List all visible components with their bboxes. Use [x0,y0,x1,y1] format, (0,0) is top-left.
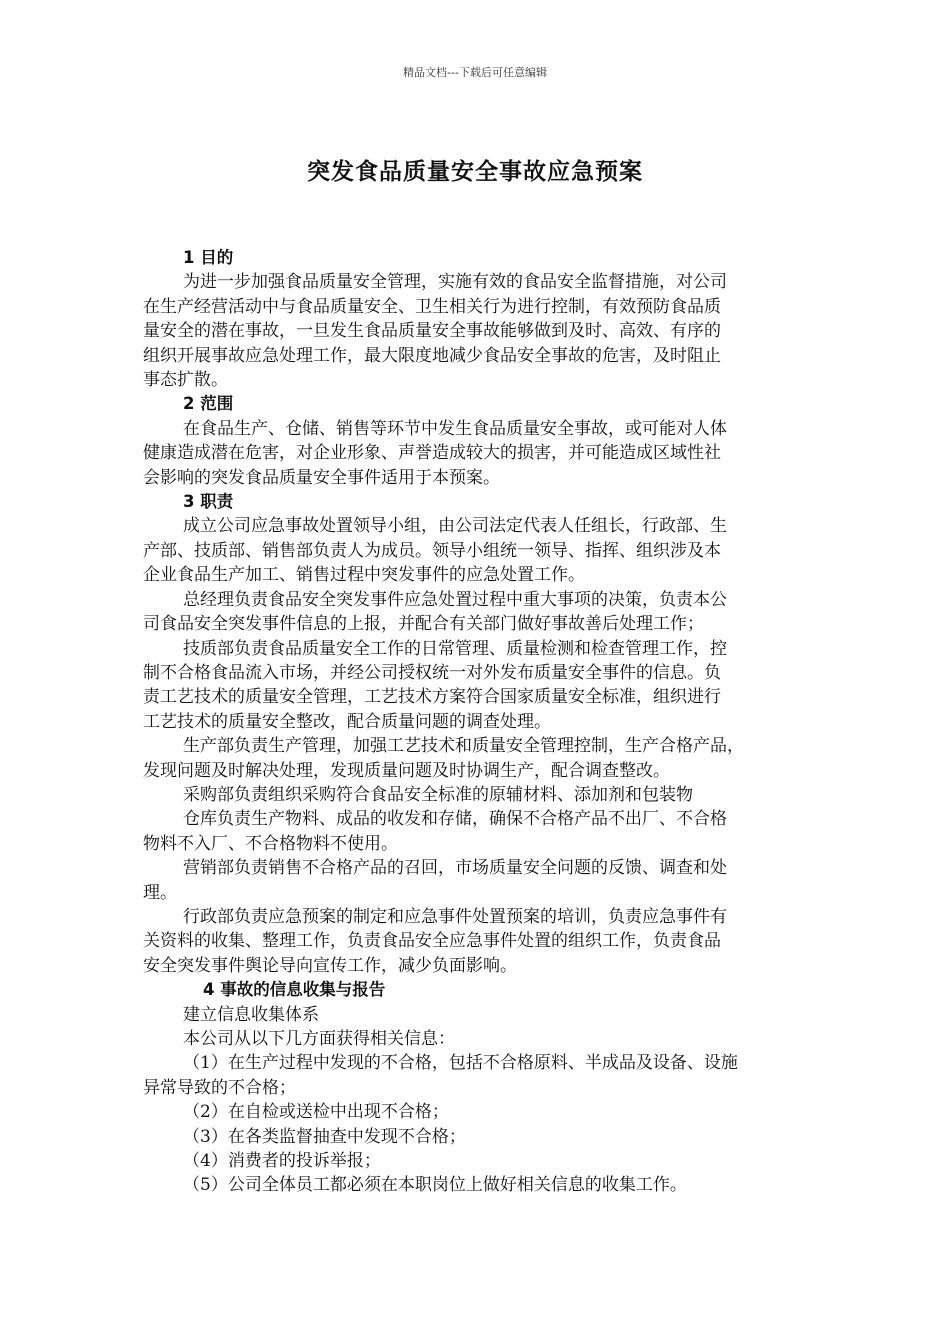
document-title: 突发食品质量安全事故应急预案 [307,159,643,185]
body-text-line: 生产部负责生产管理，加强工艺技术和质量安全管理控制，生产合格产品， [183,736,744,757]
body-text-line: （3）在各类监督抽查中发现不合格； [183,1126,466,1147]
body-text-line: （4）消费者的投诉举报； [183,1151,381,1172]
body-text-line: 采购部负责组织采购符合食品安全标准的原辅材料、添加剂和包装物 [183,784,693,805]
body-text-line: 技质部负责食品质量安全工作的日常管理、质量检测和检查管理工作，控 [183,638,727,659]
body-text-line: 成立公司应急事故处置领导小组，由公司法定代表人任组长，行政部、生 [183,516,727,537]
body-text-line: 仓库负责生产物料、成品的收发和存储，确保不合格产品不出厂、不合格 [183,809,727,830]
body-text-line: 营销部负责销售不合格产品的召回，市场质量安全问题的反馈、调查和处 [183,858,727,879]
body-text-line: 产部、技质部、销售部负责人为成员。领导小组统一领导、指挥、组织涉及本 [143,540,721,561]
section-heading: 4 事故的信息收集与报告 [203,980,386,1000]
body-text-line: 工艺技术的质量安全整改，配合质量问题的调查处理。 [143,711,551,732]
body-text-line: 会影响的突发食品质量安全事件适用于本预案。 [143,467,500,488]
body-text-line: 事态扩散。 [143,370,228,391]
body-text-line: 司食品安全突发事件信息的上报，并配合有关部门做好事故善后处理工作； [143,614,704,635]
body-text-line: 建立信息收集体系 [183,1004,319,1025]
body-text-line: 发现问题及时解决处理，发现质量问题及时协调生产，配合调查整改。 [143,760,670,781]
body-text-line: 量安全的潜在事故，一旦发生食品质量安全事故能够做到及时、高效、有序的 [143,321,721,342]
body-text-line: 在食品生产、仓储、销售等环节中发生食品质量安全事故，或可能对人体 [183,418,727,439]
body-text-line: （2）在自检或送检中出现不合格； [183,1102,449,1123]
body-text-line: 企业食品生产加工、销售过程中突发事件的应急处置工作。 [143,565,585,586]
section-heading: 3 职责 [183,492,234,512]
body-text-line: 在生产经营活动中与食品质量安全、卫生相关行为进行控制，有效预防食品质 [143,296,721,317]
body-text-line: 总经理负责食品安全突发事件应急处置过程中重大事项的决策，负责本公 [183,589,727,610]
body-text-line: 本公司从以下几方面获得相关信息： [183,1029,455,1049]
body-text-line: 理。 [143,882,177,903]
body-text-line: 责工艺技术的质量安全管理，工艺技术方案符合国家质量安全标准，组织进行 [143,687,721,708]
body-text-line: 制不合格食品流入市场，并经公司授权统一对外发布质量安全事件的信息。负 [143,662,721,683]
document-body [143,246,807,1198]
body-text-line: 异常导致的不合格； [143,1077,296,1098]
body-text-line: 健康造成潜在危害，对企业形象、声誉造成较大的损害，并可能造成区域性社 [143,443,721,464]
section-heading: 2 范围 [183,394,234,414]
body-text-line: （5）公司全体员工都必须在本职岗位上做好相关信息的收集工作。 [183,1175,687,1196]
body-text-line: 关资料的收集、整理工作，负责食品安全应急事件处置的组织工作，负责食品 [143,931,721,952]
body-text-line: 安全突发事件舆论导向宣传工作，减少负面影响。 [143,955,517,976]
body-text-line: 组织开展事故应急处理工作，最大限度地减少食品安全事故的危害，及时阻止 [143,345,721,366]
page-header-note: 精品文档---下载后可任意编辑 [403,66,547,79]
body-text-line: 为进一步加强食品质量安全管理，实施有效的食品安全监督措施，对公司 [183,272,727,293]
body-text-line: 物料不入厂、不合格物料不使用。 [143,833,398,854]
body-text-line: （1）在生产过程中发现的不合格，包括不合格原料、半成品及设备、设施 [183,1053,738,1074]
body-text-line: 行政部负责应急预案的制定和应急事件处置预案的培训，负责应急事件有 [183,906,727,927]
section-heading: 1 目的 [183,248,234,267]
